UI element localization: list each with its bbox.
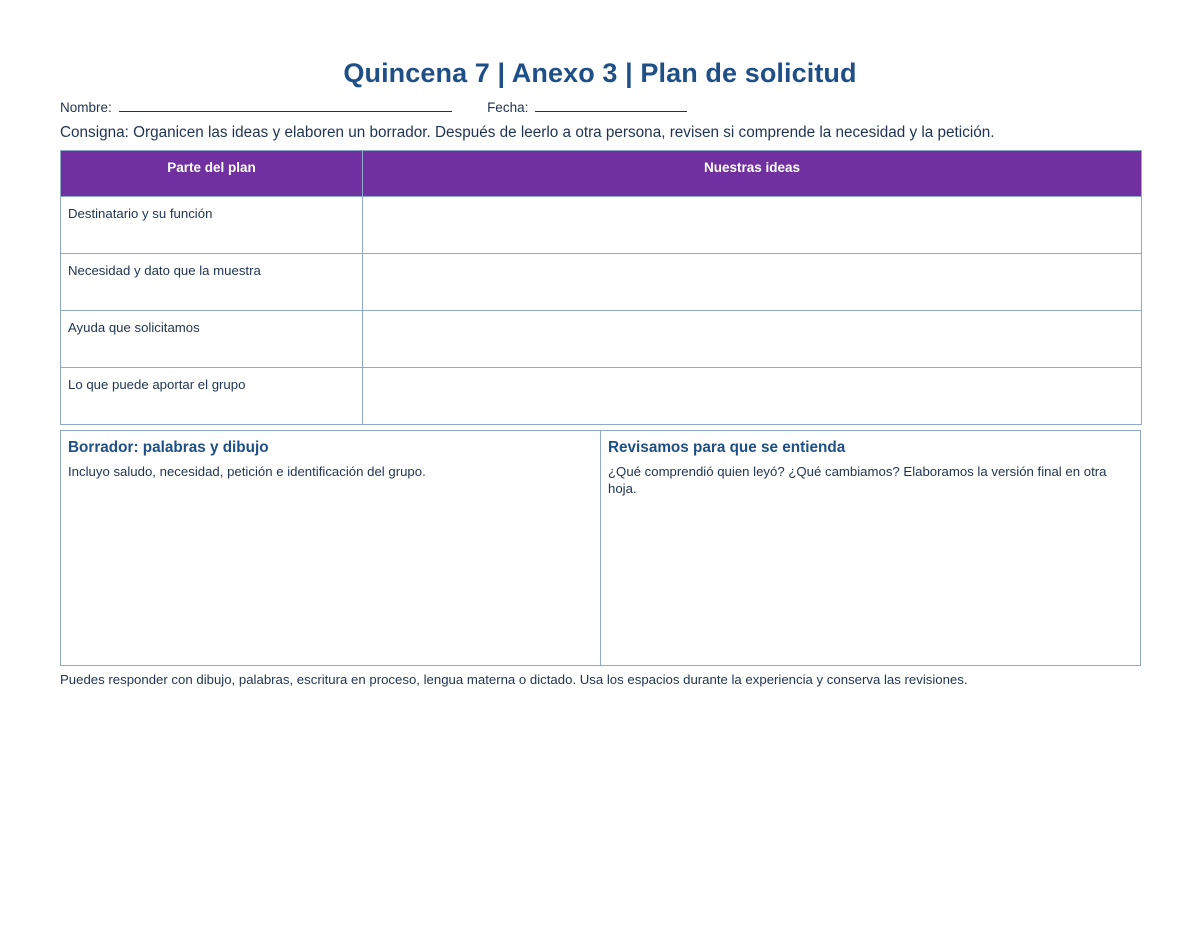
header-our-ideas: Nuestras ideas: [363, 151, 1142, 197]
name-label: Nombre:: [60, 100, 112, 115]
review-box-text: ¿Qué comprendió quien leyó? ¿Qué cambiamos? Elaboramos la versión final en otra hoja.: [608, 464, 1107, 496]
review-box-title: Revisamos para que se entienda: [608, 439, 846, 456]
row-ideas-cell[interactable]: [363, 254, 1142, 311]
name-field[interactable]: [119, 100, 452, 112]
draft-review-boxes: [60, 430, 1141, 666]
row-part-label: Lo que puede aportar el grupo: [61, 368, 363, 425]
row-ideas-cell[interactable]: [363, 311, 1142, 368]
row-ideas-cell[interactable]: [363, 197, 1142, 254]
footnote-text: Puedes responder con dibujo, palabras, escritura en proceso, lengua materna o dictado. Usa los espacios durante la experiencia y conserva las revisiones.: [60, 672, 968, 687]
row-part-label: Necesidad y dato que la muestra: [61, 254, 363, 311]
table-row: [61, 368, 1142, 425]
date-label: Fecha:: [487, 100, 529, 115]
table-header-row: [61, 151, 1142, 197]
date-field[interactable]: [535, 100, 687, 112]
table-row: [61, 311, 1142, 368]
review-box[interactable]: [601, 431, 1140, 665]
row-part-label: Destinatario y su función: [61, 197, 363, 254]
draft-box[interactable]: [61, 431, 601, 665]
page-title: Quincena 7 | Anexo 3 | Plan de solicitud: [343, 58, 857, 88]
header-plan-part: Parte del plan: [61, 151, 363, 197]
draft-box-title: Borrador: palabras y dibujo: [68, 439, 269, 456]
instruction-text: Consigna: Organicen las ideas y elaboren un borrador. Después de leerlo a otra persona, revisen si comprende la necesidad y la petición.: [60, 124, 995, 141]
info-line: [60, 100, 687, 115]
plan-table: [60, 150, 1142, 425]
row-part-label: Ayuda que solicitamos: [61, 311, 363, 368]
draft-box-text: Incluyo saludo, necesidad, petición e identificación del grupo.: [68, 464, 426, 479]
table-row: [61, 254, 1142, 311]
row-ideas-cell[interactable]: [363, 368, 1142, 425]
table-row: [61, 197, 1142, 254]
